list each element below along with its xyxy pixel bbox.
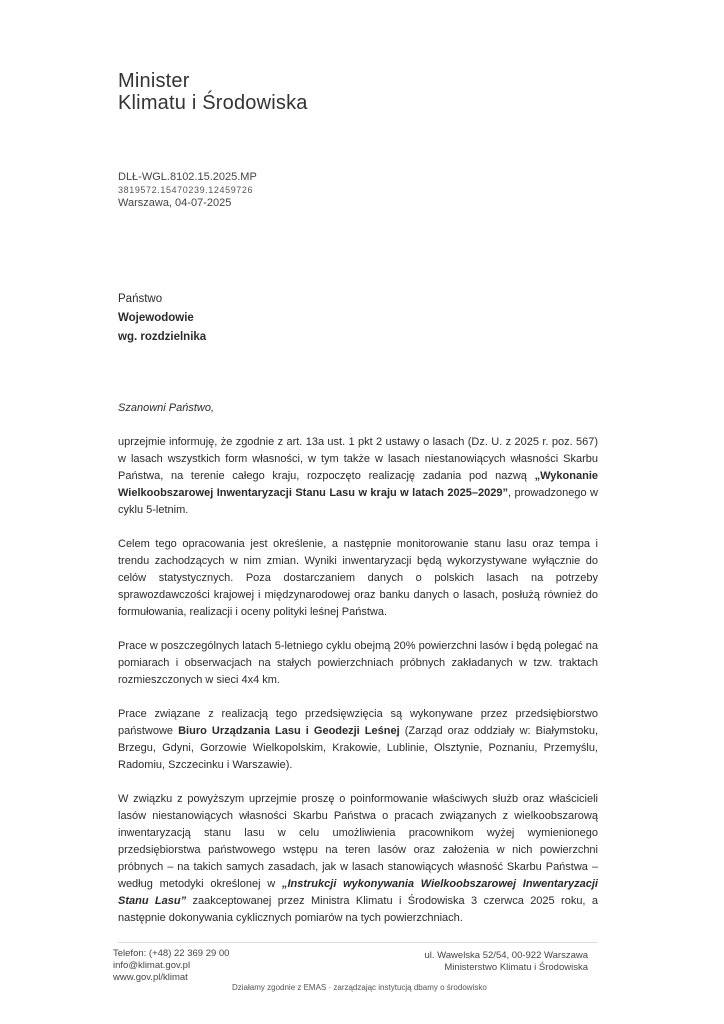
paragraph-5 xyxy=(118,791,598,927)
paragraph-4-text-a: Prace związane z realizacją tego przedsięwzięcia są wykonywane przez przedsiębiorstwo państwowe xyxy=(118,708,598,737)
footer-address xyxy=(424,950,588,974)
footer-divider xyxy=(118,942,598,943)
paragraph-1 xyxy=(118,434,598,519)
place-date: Warszawa, 04-07-2025 xyxy=(118,197,232,209)
letter-body xyxy=(118,400,598,944)
addressee-block xyxy=(118,290,206,347)
paragraph-2: Celem tego opracowania jest określenie, a następnie monitorowanie stanu lasu oraz tempa i trendu zachodzących w nim zmian. Wyniki inwentaryzacji będą wykorzystywane wyłącznie do celów statystycznych. Poza dostarczaniem danych o polskich lasach na potrzeby sprawozdawczości krajowej i międzynarodowej oraz banku danych o lasach, posłużą również do formułowania, realizacji i oceny polityki leśnej Państwa. xyxy=(118,538,598,618)
paragraph-4-company: Biuro Urządzania Lasu i Geodezji Leśnej xyxy=(178,725,400,737)
addressee-line-1: Państwo xyxy=(118,293,163,305)
footer-email[interactable]: info@klimat.gov.pl xyxy=(113,960,191,971)
footer-website[interactable]: www.gov.pl/klimat xyxy=(113,972,188,983)
footer-street: ul. Wawelska 52/54, 00-922 Warszawa xyxy=(424,950,588,961)
footer-phone: Telefon: (+48) 22 369 29 00 xyxy=(113,948,230,959)
logo-line-1: Minister xyxy=(118,70,190,92)
logo-line-2: Klimatu i Środowiska xyxy=(118,92,308,114)
paragraph-5-instruction-title: „Instrukcji wykonywania Wielkoobszarowej Inwentaryzacji Stanu Lasu” xyxy=(118,878,598,907)
paragraph-1-task-name: „Wykonanie Wielkoobszarowej Inwentaryzacji Stanu Lasu w kraju w latach 2025–2029” xyxy=(118,470,598,499)
footer-contact xyxy=(113,948,229,984)
reference-barcode: 3819572.15470239.12459726 xyxy=(118,185,254,195)
addressee-line-2: Wojewodowie xyxy=(118,312,194,324)
paragraph-4 xyxy=(118,706,598,774)
reference-sign: DLŁ-WGL.8102.15.2025.MP xyxy=(118,171,257,183)
footer-emas-note: Działamy zgodnie z EMAS · zarządzając instytucją dbamy o środowisko xyxy=(232,983,487,992)
reference-block xyxy=(118,171,257,210)
footer-ministry: Ministerstwo Klimatu i Środowiska xyxy=(444,962,588,973)
ministry-logo xyxy=(118,70,308,114)
addressee-line-3: wg. rozdzielnika xyxy=(118,331,207,343)
paragraph-4-text-b: (Zarząd oraz oddziały w: Białymstoku, Brzegu, Gdyni, Gorzowie Wielkopolskim, Krakowie, Lublinie, Olsztynie, Poznaniu, Przemyślu, Radomiu, Szczecinku i Warszawie). xyxy=(118,725,598,771)
paragraph-1-text-b: , prowadzonego w cyklu 5-letnim. xyxy=(118,487,598,516)
paragraph-3: Prace w poszczególnych latach 5-letniego cyklu obejmą 20% powierzchni lasów i będą polegać na pomiarach i obserwacjach na stałych powierzchniach próbnych zakładanych w tzw. traktach rozmieszczonych w sieci 4x4 km. xyxy=(118,640,598,686)
paragraph-5-text-a: W związku z powyższym uprzejmie proszę o poinformowanie właściwych służb oraz właścicieli lasów niestanowiących własności Skarbu Państwa o pracach związanych z wielkoobszarową inwentaryzacją stanu lasu w celu umożliwienia pracownikom wyżej wymienionego przedsiębiorstwa państwowego wstępu na teren lasów oraz założenia w nich powierzchni próbnych – na takich samych zasadach, jak w lasach stanowiących własność Skarbu Państwa – według metodyki określonej w xyxy=(118,793,598,890)
salutation: Szanowni Państwo, xyxy=(118,402,214,414)
paragraph-1-text-a: uprzejmie informuję, że zgodnie z art. 13a ust. 1 pkt 2 ustawy o lasach (Dz. U. z 2025 r. poz. 567) w lasach wszystkich form własności, w tym także w lasach niestanowiących własności Skarbu Państwa, na terenie całego kraju, rozpoczęto realizację zadania pod nazwą xyxy=(118,436,598,482)
paragraph-5-text-b: zaakceptowanej przez Ministra Klimatu i Środowiska 3 czerwca 2025 roku, a następnie dokonywania cyklicznych pomiarów na tych powierzchniach. xyxy=(118,895,598,924)
